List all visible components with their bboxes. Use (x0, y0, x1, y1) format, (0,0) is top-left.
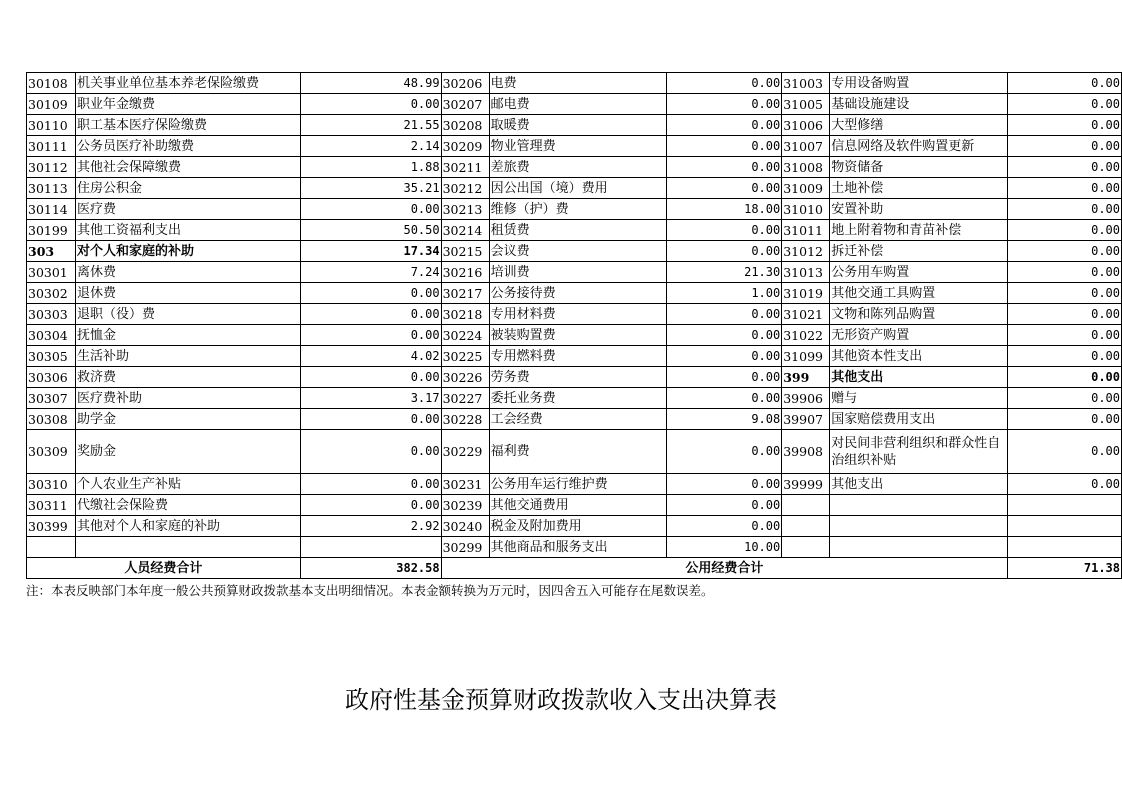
amount-cell: 0.00 (667, 325, 782, 346)
name-cell: 公务用车购置 (830, 262, 1008, 283)
table-row (27, 495, 1122, 516)
code-cell: 31006 (782, 115, 830, 136)
amount-cell: 0.00 (667, 94, 782, 115)
name-cell: 物资储备 (830, 157, 1008, 178)
code-cell: 39999 (782, 474, 830, 495)
code-cell: 30209 (441, 136, 489, 157)
code-cell: 30301 (27, 262, 76, 283)
code-cell: 30225 (441, 346, 489, 367)
name-cell: 抚恤金 (75, 325, 300, 346)
name-cell: 培训费 (489, 262, 667, 283)
code-cell: 303 (27, 241, 76, 262)
amount-cell: 0.00 (1008, 94, 1122, 115)
amount-cell: 0.00 (1008, 157, 1122, 178)
table-row (27, 516, 1122, 537)
code-cell: 31021 (782, 304, 830, 325)
amount-cell: 18.00 (667, 199, 782, 220)
amount-cell: 0.00 (1008, 325, 1122, 346)
table-row (27, 136, 1122, 157)
name-cell (830, 537, 1008, 558)
amount-cell: 0.00 (667, 304, 782, 325)
public-total-label: 公用经费合计 (441, 558, 1008, 579)
name-cell: 其他社会保障缴费 (75, 157, 300, 178)
code-cell: 399 (782, 367, 830, 388)
code-cell: 30229 (441, 430, 489, 474)
name-cell: 专用材料费 (489, 304, 667, 325)
amount-cell: 0.00 (1008, 115, 1122, 136)
amount-cell: 0.00 (667, 346, 782, 367)
code-cell: 30299 (441, 537, 489, 558)
table-row (27, 220, 1122, 241)
name-cell: 救济费 (75, 367, 300, 388)
name-cell: 土地补偿 (830, 178, 1008, 199)
name-cell: 赠与 (830, 388, 1008, 409)
amount-cell: 1.00 (667, 283, 782, 304)
amount-cell: 0.00 (1008, 474, 1122, 495)
amount-cell: 0.00 (667, 495, 782, 516)
amount-cell: 0.00 (667, 388, 782, 409)
amount-cell: 0.00 (1008, 241, 1122, 262)
name-cell: 其他交通费用 (489, 495, 667, 516)
code-cell: 30113 (27, 178, 76, 199)
amount-cell: 17.34 (300, 241, 441, 262)
code-cell: 30212 (441, 178, 489, 199)
table-row (27, 94, 1122, 115)
name-cell: 专用燃料费 (489, 346, 667, 367)
name-cell: 个人农业生产补贴 (75, 474, 300, 495)
amount-cell: 0.00 (1008, 388, 1122, 409)
amount-cell: 0.00 (300, 94, 441, 115)
code-cell: 30303 (27, 304, 76, 325)
name-cell: 奖励金 (75, 430, 300, 474)
name-cell: 会议费 (489, 241, 667, 262)
name-cell: 助学金 (75, 409, 300, 430)
personnel-total-value: 382.58 (300, 558, 441, 579)
name-cell: 维修（护）费 (489, 199, 667, 220)
amount-cell: 35.21 (300, 178, 441, 199)
name-cell: 其他工资福利支出 (75, 220, 300, 241)
code-cell: 31007 (782, 136, 830, 157)
code-cell: 30217 (441, 283, 489, 304)
table-row (27, 262, 1122, 283)
amount-cell: 0.00 (1008, 367, 1122, 388)
amount-cell: 0.00 (1008, 199, 1122, 220)
table-row (27, 409, 1122, 430)
amount-cell (1008, 516, 1122, 537)
name-cell: 无形资产购置 (830, 325, 1008, 346)
code-cell: 30399 (27, 516, 76, 537)
name-cell: 物业管理费 (489, 136, 667, 157)
name-cell: 基础设施建设 (830, 94, 1008, 115)
name-cell: 国家赔偿费用支出 (830, 409, 1008, 430)
table-row (27, 474, 1122, 495)
name-cell: 文物和陈列品购置 (830, 304, 1008, 325)
name-cell: 其他商品和服务支出 (489, 537, 667, 558)
code-cell: 30307 (27, 388, 76, 409)
name-cell: 大型修缮 (830, 115, 1008, 136)
code-cell: 39907 (782, 409, 830, 430)
name-cell: 安置补助 (830, 199, 1008, 220)
code-cell: 30211 (441, 157, 489, 178)
name-cell: 其他支出 (830, 474, 1008, 495)
amount-cell: 0.00 (667, 516, 782, 537)
amount-cell: 0.00 (667, 178, 782, 199)
code-cell: 31003 (782, 73, 830, 94)
code-cell (782, 537, 830, 558)
table-row (27, 241, 1122, 262)
code-cell: 30305 (27, 346, 76, 367)
amount-cell: 21.30 (667, 262, 782, 283)
code-cell: 30306 (27, 367, 76, 388)
name-cell: 公务接待费 (489, 283, 667, 304)
amount-cell: 0.00 (1008, 346, 1122, 367)
amount-cell: 0.00 (1008, 178, 1122, 199)
amount-cell: 0.00 (300, 199, 441, 220)
table-row (27, 304, 1122, 325)
name-cell: 拆迁补偿 (830, 241, 1008, 262)
table-row (27, 178, 1122, 199)
amount-cell: 0.00 (1008, 304, 1122, 325)
expenditure-detail-table (26, 72, 1122, 579)
code-cell: 30216 (441, 262, 489, 283)
code-cell (782, 495, 830, 516)
name-cell: 福利费 (489, 430, 667, 474)
amount-cell: 0.00 (1008, 262, 1122, 283)
name-cell: 住房公积金 (75, 178, 300, 199)
table-row (27, 537, 1122, 558)
code-cell: 30206 (441, 73, 489, 94)
amount-cell: 0.00 (300, 495, 441, 516)
amount-cell: 0.00 (1008, 430, 1122, 474)
code-cell: 30224 (441, 325, 489, 346)
amount-cell: 3.17 (300, 388, 441, 409)
amount-cell: 0.00 (667, 220, 782, 241)
code-cell: 31013 (782, 262, 830, 283)
code-cell: 30231 (441, 474, 489, 495)
code-cell: 30215 (441, 241, 489, 262)
amount-cell: 0.00 (667, 367, 782, 388)
name-cell: 其他交通工具购置 (830, 283, 1008, 304)
name-cell: 其他资本性支出 (830, 346, 1008, 367)
amount-cell: 50.50 (300, 220, 441, 241)
name-cell (830, 516, 1008, 537)
name-cell: 劳务费 (489, 367, 667, 388)
name-cell (830, 495, 1008, 516)
name-cell (75, 537, 300, 558)
code-cell: 30207 (441, 94, 489, 115)
name-cell: 其他支出 (830, 367, 1008, 388)
amount-cell: 0.00 (300, 283, 441, 304)
amount-cell (1008, 537, 1122, 558)
code-cell: 39908 (782, 430, 830, 474)
name-cell: 职业年金缴费 (75, 94, 300, 115)
code-cell: 30309 (27, 430, 76, 474)
name-cell: 医疗费 (75, 199, 300, 220)
amount-cell: 10.00 (667, 537, 782, 558)
code-cell: 31010 (782, 199, 830, 220)
code-cell: 30304 (27, 325, 76, 346)
amount-cell: 0.00 (300, 409, 441, 430)
name-cell: 医疗费补助 (75, 388, 300, 409)
code-cell (27, 537, 76, 558)
name-cell: 生活补助 (75, 346, 300, 367)
name-cell: 工会经费 (489, 409, 667, 430)
code-cell: 30110 (27, 115, 76, 136)
code-cell: 30114 (27, 199, 76, 220)
table-row (27, 73, 1122, 94)
code-cell: 31019 (782, 283, 830, 304)
amount-cell: 0.00 (1008, 136, 1122, 157)
code-cell (782, 516, 830, 537)
code-cell: 31011 (782, 220, 830, 241)
table-note: 注：本表反映部门本年度一般公共预算财政拨款基本支出明细情况。本表金额转换为万元时，因四舍五入可能存在尾数误差。 (26, 583, 714, 598)
code-cell: 30311 (27, 495, 76, 516)
code-cell: 30199 (27, 220, 76, 241)
name-cell: 对个人和家庭的补助 (75, 241, 300, 262)
code-cell: 30302 (27, 283, 76, 304)
code-cell: 30228 (441, 409, 489, 430)
totals-row (27, 558, 1122, 579)
public-total-value: 71.38 (1008, 558, 1122, 579)
amount-cell: 2.14 (300, 136, 441, 157)
amount-cell: 4.02 (300, 346, 441, 367)
table-body (27, 73, 1122, 558)
code-cell: 30310 (27, 474, 76, 495)
table-row (27, 367, 1122, 388)
amount-cell: 7.24 (300, 262, 441, 283)
name-cell: 地上附着物和青苗补偿 (830, 220, 1008, 241)
amount-cell: 0.00 (1008, 409, 1122, 430)
name-cell: 公务员医疗补助缴费 (75, 136, 300, 157)
table-row (27, 346, 1122, 367)
amount-cell: 21.55 (300, 115, 441, 136)
table-row (27, 199, 1122, 220)
name-cell: 取暖费 (489, 115, 667, 136)
amount-cell: 0.00 (300, 430, 441, 474)
amount-cell: 0.00 (300, 304, 441, 325)
table-row (27, 430, 1122, 474)
code-cell: 31008 (782, 157, 830, 178)
code-cell: 39906 (782, 388, 830, 409)
table-row (27, 283, 1122, 304)
name-cell: 其他对个人和家庭的补助 (75, 516, 300, 537)
code-cell: 31009 (782, 178, 830, 199)
name-cell: 信息网络及软件购置更新 (830, 136, 1008, 157)
amount-cell: 0.00 (300, 325, 441, 346)
amount-cell: 0.00 (300, 474, 441, 495)
name-cell: 退职（役）费 (75, 304, 300, 325)
code-cell: 31099 (782, 346, 830, 367)
table-row (27, 157, 1122, 178)
amount-cell (300, 537, 441, 558)
name-cell: 退休费 (75, 283, 300, 304)
name-cell: 公务用车运行维护费 (489, 474, 667, 495)
name-cell: 机关事业单位基本养老保险缴费 (75, 73, 300, 94)
table-row (27, 325, 1122, 346)
amount-cell: 0.00 (667, 241, 782, 262)
name-cell: 对民间非营利组织和群众性自治组织补贴 (830, 430, 1008, 474)
code-cell: 31012 (782, 241, 830, 262)
name-cell: 税金及附加费用 (489, 516, 667, 537)
amount-cell: 0.00 (1008, 283, 1122, 304)
amount-cell: 0.00 (667, 430, 782, 474)
code-cell: 30226 (441, 367, 489, 388)
code-cell: 30227 (441, 388, 489, 409)
next-section-title: 政府性基金预算财政拨款收入支出决算表 (345, 686, 777, 714)
amount-cell: 1.88 (300, 157, 441, 178)
amount-cell: 0.00 (1008, 73, 1122, 94)
amount-cell: 0.00 (667, 115, 782, 136)
amount-cell: 0.00 (667, 474, 782, 495)
amount-cell: 0.00 (667, 73, 782, 94)
code-cell: 30111 (27, 136, 76, 157)
name-cell: 租赁费 (489, 220, 667, 241)
name-cell: 邮电费 (489, 94, 667, 115)
name-cell: 差旅费 (489, 157, 667, 178)
amount-cell: 0.00 (667, 136, 782, 157)
code-cell: 30239 (441, 495, 489, 516)
name-cell: 被装购置费 (489, 325, 667, 346)
name-cell: 专用设备购置 (830, 73, 1008, 94)
table-row (27, 388, 1122, 409)
code-cell: 31022 (782, 325, 830, 346)
code-cell: 30108 (27, 73, 76, 94)
name-cell: 代缴社会保险费 (75, 495, 300, 516)
code-cell: 30213 (441, 199, 489, 220)
personnel-total-label: 人员经费合计 (27, 558, 301, 579)
code-cell: 30240 (441, 516, 489, 537)
name-cell: 职工基本医疗保险缴费 (75, 115, 300, 136)
amount-cell: 9.08 (667, 409, 782, 430)
amount-cell: 0.00 (300, 367, 441, 388)
code-cell: 30109 (27, 94, 76, 115)
name-cell: 委托业务费 (489, 388, 667, 409)
amount-cell: 0.00 (667, 157, 782, 178)
code-cell: 30112 (27, 157, 76, 178)
name-cell: 因公出国（境）费用 (489, 178, 667, 199)
code-cell: 30214 (441, 220, 489, 241)
code-cell: 30218 (441, 304, 489, 325)
amount-cell: 48.99 (300, 73, 441, 94)
amount-cell (1008, 495, 1122, 516)
code-cell: 31005 (782, 94, 830, 115)
table-row (27, 115, 1122, 136)
amount-cell: 2.92 (300, 516, 441, 537)
name-cell: 电费 (489, 73, 667, 94)
amount-cell: 0.00 (1008, 220, 1122, 241)
code-cell: 30208 (441, 115, 489, 136)
code-cell: 30308 (27, 409, 76, 430)
name-cell: 离休费 (75, 262, 300, 283)
